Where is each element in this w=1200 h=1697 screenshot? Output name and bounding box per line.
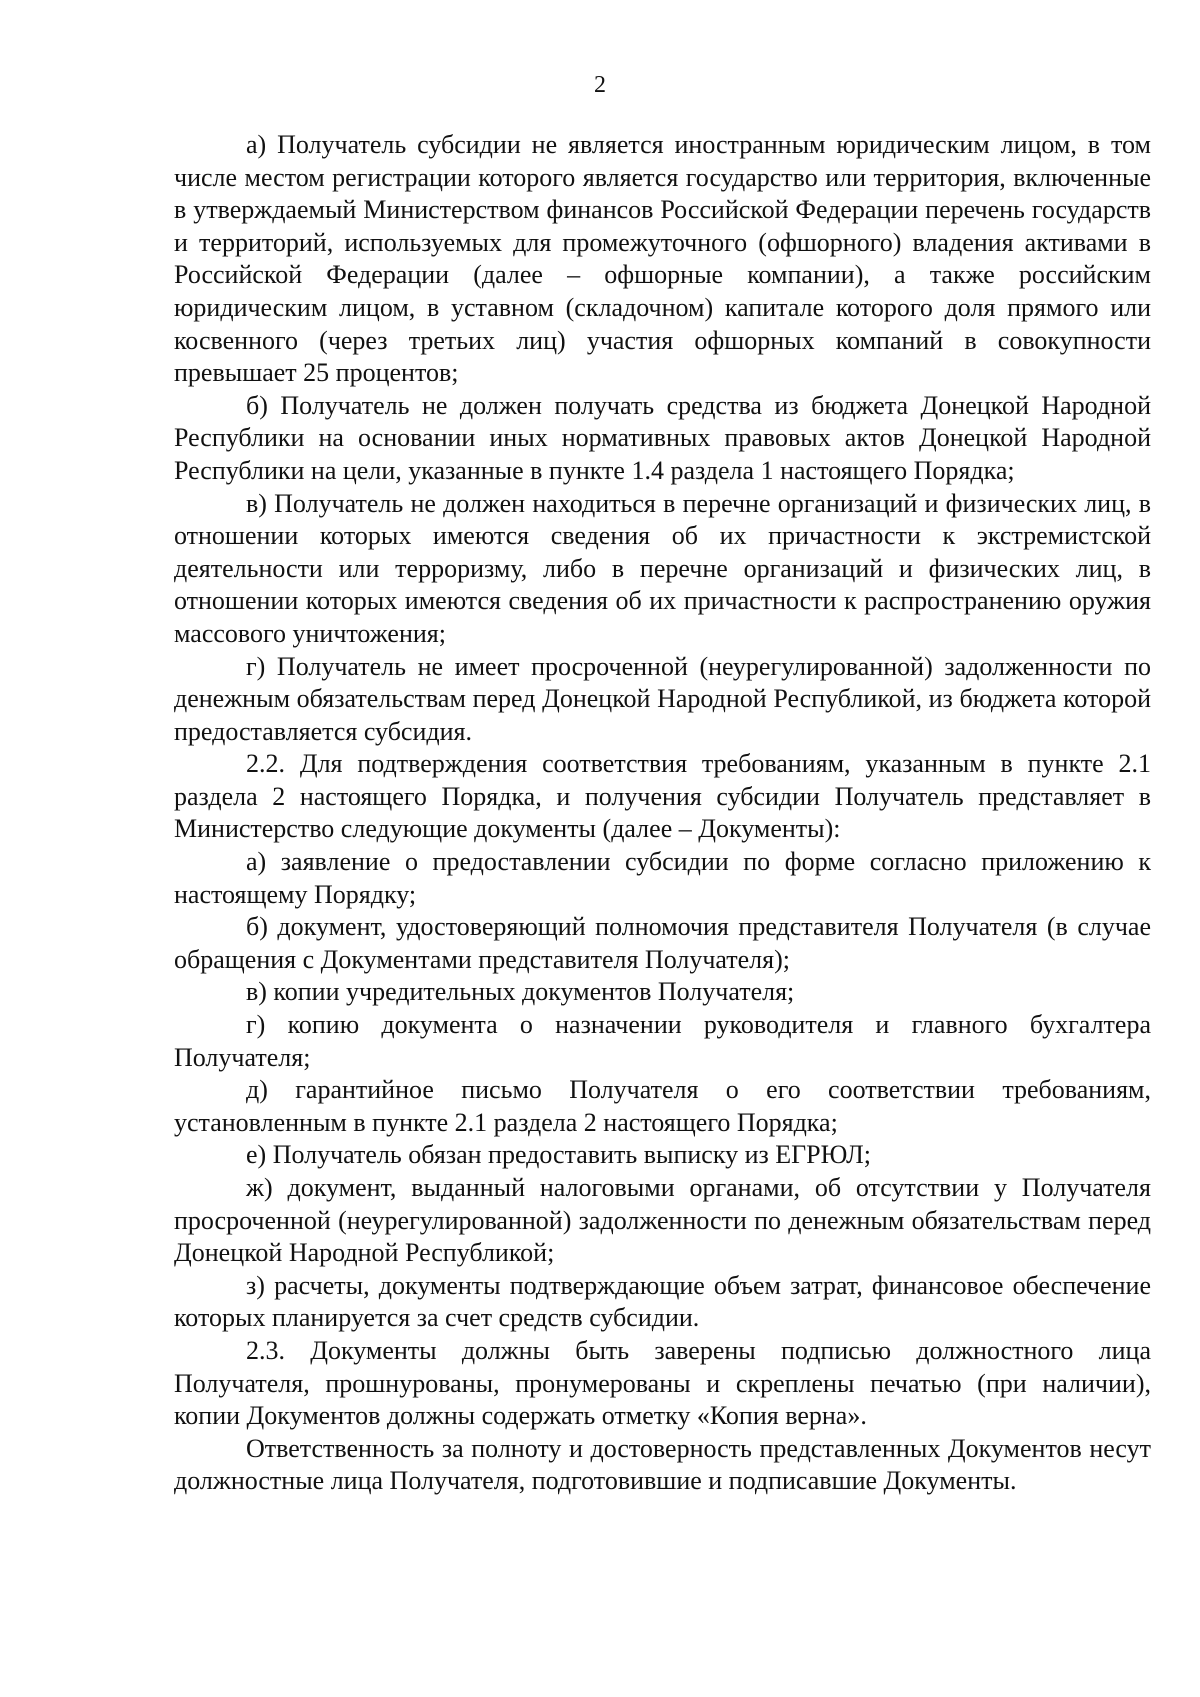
paragraph-2-2-g: г) копию документа о назначении руководителя и главного бухгалтера Получателя; bbox=[174, 1010, 1151, 1072]
paragraph-2-2-a: а) заявление о предоставлении субсидии по форме согласно приложению к настоящему Порядку; bbox=[174, 847, 1151, 909]
paragraph-2-2: 2.2. Для подтверждения соответствия требованиям, указанным в пункте 2.1 раздела 2 настоящего Порядка, и получения субсидии Получатель представляет в Министерство следующие документы (далее – Документы): bbox=[174, 749, 1151, 844]
paragraph-2-1-b: б) Получатель не должен получать средства из бюджета Донецкой Народной Республики на основании иных нормативных правовых актов Донецкой Народной Республики на цели, указанные в пункте 1.4 раздела 1 настоящего Порядка; bbox=[174, 390, 1151, 485]
paragraph-2-2-zh: ж) документ, выданный налоговыми органами, об отсутствии у Получателя просроченной (неурегулированной) задолженности по денежным обязательствам перед Донецкой Народной Республикой; bbox=[174, 1173, 1151, 1268]
paragraph-2-2-b: б) документ, удостоверяющий полномочия представителя Получателя (в случае обращения с Документами представителя Получателя); bbox=[174, 912, 1151, 974]
paragraph-2-1-v: в) Получатель не должен находиться в перечне организаций и физических лиц, в отношении которых имеются сведения об их причастности к экстремистской деятельности или терроризму, либо в перечне организаций и физических лиц, в отношении которых имеются сведения об их причастности к распространению оружия массового уничтожения; bbox=[174, 488, 1151, 648]
paragraph-2-2-z: з) расчеты, документы подтверждающие объем затрат, финансовое обеспечение которых планируется за счет средств субсидии. bbox=[174, 1270, 1151, 1333]
paragraph-2-1-g: г) Получатель не имеет просроченной (неурегулированной) задолженности по денежным обязательствам перед Донецкой Народной Республикой, из бюджета которой предоставляется субсидия. bbox=[174, 651, 1151, 746]
paragraph-2-2-d: д) гарантийное письмо Получателя о его соответствии требованиям, установленным в пункте 2.1 раздела 2 настоящего Порядка; bbox=[174, 1075, 1151, 1137]
paragraph-2-2-e: е) Получатель обязан предоставить выписку из ЕГРЮЛ; bbox=[246, 1140, 871, 1170]
page-number: 2 bbox=[594, 72, 606, 98]
document-body bbox=[174, 129, 1151, 1498]
paragraph-2-1-a: а) Получатель субсидии не является иностранным юридическим лицом, в том числе местом регистрации которого является государство или территория, включенные в утверждаемый Министерством финансов Российской Федерации перечень государств и территорий, используемых для промежуточного (офшорного) владения активами в Российской Федерации (далее – офшорные компании), а также российским юридическим лицом, в уставном (складочном) капитале которого доля прямого или косвенного (через третьих лиц) участия офшорных компаний в совокупности превышает 25 процентов; bbox=[174, 130, 1151, 388]
paragraph-responsibility: Ответственность за полноту и достоверность представленных Документов несут должностные лица Получателя, подготовившие и подписавшие Документы. bbox=[174, 1433, 1151, 1496]
paragraph-2-3: 2.3. Документы должны быть заверены подписью должностного лица Получателя, прошнурованы, пронумерованы и скреплены печатью (при наличии), копии Документов должны содержать отметку «Копия верна». bbox=[174, 1335, 1151, 1431]
paragraph-2-2-v: в) копии учредительных документов Получателя; bbox=[246, 977, 795, 1007]
